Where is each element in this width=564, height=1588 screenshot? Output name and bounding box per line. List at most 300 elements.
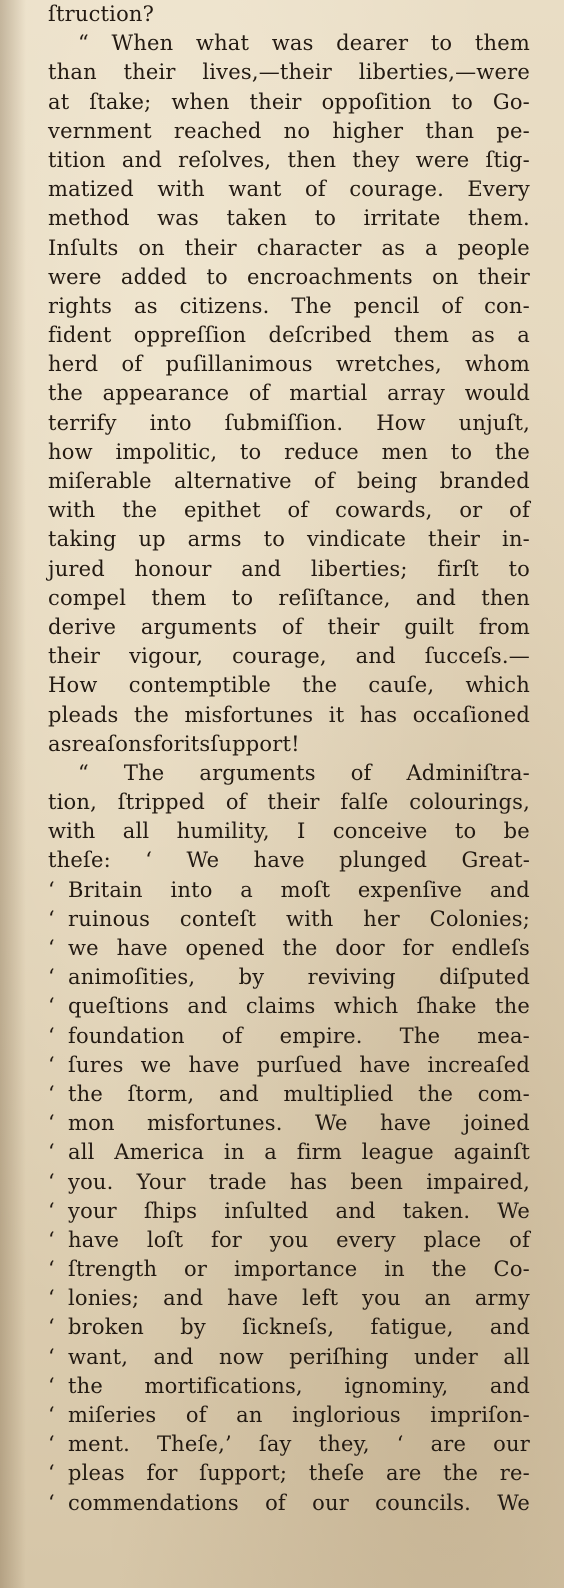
quoted-line-body — [68, 1343, 530, 1372]
quote-mark: ‘ — [48, 965, 55, 990]
word: their — [477, 264, 530, 289]
word: How — [376, 410, 426, 435]
word: Adminiſtra- — [406, 760, 530, 785]
word: been — [350, 1169, 404, 1194]
word: and — [415, 585, 457, 610]
word: whom — [465, 352, 530, 377]
word: on — [432, 264, 459, 289]
word: ſay — [258, 1432, 292, 1457]
word: How — [48, 673, 98, 698]
word: inglorious — [292, 1403, 401, 1427]
word: by — [238, 965, 265, 990]
word: you — [269, 1227, 309, 1252]
text-line — [48, 613, 530, 642]
word: to — [206, 264, 228, 289]
word: oppoſition — [321, 89, 432, 114]
text-line — [48, 321, 530, 350]
word: the — [443, 1461, 479, 1486]
quoted-line-body — [68, 1459, 530, 1488]
text-line — [48, 117, 530, 146]
text-line — [48, 350, 530, 379]
word: matized — [48, 177, 134, 202]
quoted-line-body — [68, 1372, 530, 1401]
word: men — [381, 439, 429, 464]
quote-mark: ‘ — [48, 1315, 55, 1340]
word: has — [289, 1169, 328, 1194]
word: and — [187, 994, 228, 1019]
text-line — [48, 1401, 530, 1430]
word: reſiſtance, — [278, 585, 391, 610]
word: to — [451, 89, 473, 114]
word: contemptible — [128, 673, 272, 698]
word: reaſons — [71, 731, 153, 756]
word: taking — [48, 527, 117, 552]
text-line — [48, 409, 530, 438]
word: misfortunes — [184, 702, 314, 727]
text-line — [48, 701, 530, 730]
word: colourings, — [409, 790, 530, 815]
word: theſe: — [48, 848, 111, 873]
word: arguments — [140, 614, 258, 639]
quoted-line-body — [68, 934, 530, 963]
word: taken. — [402, 1198, 471, 1223]
text-line — [48, 467, 530, 496]
word: character — [256, 235, 362, 260]
word: Go- — [492, 89, 530, 114]
quoted-line-body — [68, 992, 530, 1021]
word: the — [302, 673, 338, 698]
word: and — [218, 1081, 259, 1106]
text-line — [48, 1489, 530, 1518]
word: We — [314, 1111, 348, 1136]
word: animoſities, — [68, 965, 196, 990]
word: oppreſſion — [133, 323, 247, 348]
word: and — [241, 556, 282, 581]
word: expenſive — [357, 877, 463, 902]
word: or — [459, 498, 483, 523]
word: The — [399, 1023, 441, 1048]
word: theſe — [308, 1461, 365, 1486]
word: then — [481, 585, 530, 610]
word: joined — [463, 1111, 530, 1136]
word: empire. — [279, 1023, 363, 1048]
quote-mark: ‘ — [48, 1052, 55, 1077]
word: were — [48, 264, 102, 289]
word: with — [286, 906, 334, 931]
word: its — [183, 731, 211, 756]
word: and — [489, 1315, 530, 1340]
text-line — [48, 496, 530, 525]
word: unjuſt, — [458, 410, 530, 435]
text-line — [48, 788, 530, 817]
word: trade — [208, 1169, 267, 1194]
word: their — [184, 235, 237, 260]
word: mortifications, — [144, 1373, 303, 1398]
text-line — [48, 1459, 530, 1488]
text-line — [48, 263, 530, 292]
quote-mark: ‘ — [48, 1198, 55, 1223]
word: taken — [226, 206, 288, 231]
text-line — [48, 730, 530, 759]
quoted-line-body — [68, 1313, 530, 1342]
word: ruinous — [68, 906, 151, 931]
word: at — [48, 89, 70, 114]
word: door — [335, 936, 385, 960]
quote-mark: ‘ — [48, 994, 55, 1019]
word: “ — [78, 31, 89, 56]
word: all — [68, 1140, 95, 1165]
word: have — [68, 1227, 120, 1252]
word: for — [152, 731, 184, 756]
quoted-line-body — [68, 1489, 530, 1518]
word: occaſioned — [412, 702, 530, 727]
word: we — [68, 936, 99, 960]
text-line — [48, 1226, 530, 1255]
word: as — [471, 323, 495, 348]
word: conteſt — [179, 906, 257, 931]
quoted-line-body — [68, 963, 530, 992]
text-line — [48, 1051, 530, 1080]
word: for — [146, 1461, 178, 1486]
word: her — [363, 906, 400, 931]
word: into — [170, 877, 213, 902]
quote-mark: ‘ — [48, 1432, 55, 1457]
quoted-line-body — [68, 1109, 530, 1138]
word: to — [508, 556, 530, 581]
text-line — [48, 146, 530, 175]
word: as — [134, 293, 158, 318]
word: them — [151, 585, 207, 610]
word: ſtorm, — [127, 1081, 195, 1106]
word: reſolves, — [178, 147, 272, 172]
word: arguments — [199, 760, 316, 785]
word: a — [264, 1140, 278, 1165]
word: We — [186, 848, 220, 873]
word: humility, — [176, 819, 270, 844]
word: on — [138, 235, 165, 260]
text-line — [48, 963, 530, 992]
quote-mark: ‘ — [48, 1344, 55, 1369]
word: jured — [48, 556, 105, 581]
word: cowards, — [335, 498, 433, 523]
quote-mark: ‘ — [48, 1461, 55, 1486]
quoted-line-body — [68, 1051, 530, 1080]
word: ſures — [68, 1052, 124, 1077]
word: miſerable — [48, 469, 152, 493]
quote-mark: ‘ — [48, 1169, 55, 1194]
word: to — [239, 439, 262, 464]
text-line — [48, 642, 530, 671]
word: in- — [502, 527, 530, 552]
word: to — [263, 527, 286, 552]
word: fident — [48, 323, 112, 348]
word: our — [312, 1490, 349, 1515]
word: with — [157, 177, 205, 202]
word: them — [474, 31, 530, 56]
word: and — [489, 1373, 530, 1398]
text-line — [48, 234, 530, 263]
word: and — [355, 644, 396, 669]
word: martial — [289, 381, 368, 406]
word: fatigue, — [370, 1315, 454, 1340]
word: the — [68, 1081, 103, 1106]
quote-mark: ‘ — [48, 1286, 55, 1311]
word: ſhake — [416, 994, 477, 1019]
word: wretches, — [335, 352, 442, 377]
word: irritate — [363, 206, 441, 231]
word: “ — [78, 760, 89, 785]
word: ‘ — [145, 848, 153, 873]
word: moſt — [280, 877, 331, 902]
quoted-line-body — [68, 1255, 530, 1284]
text-line — [48, 1372, 530, 1401]
word: rights — [48, 293, 113, 318]
word: have — [227, 1286, 279, 1311]
word: in — [223, 1140, 245, 1165]
word: was — [157, 206, 199, 231]
word: up — [138, 527, 166, 552]
word: herd — [48, 352, 99, 377]
word: place — [423, 1227, 482, 1252]
word: tion, — [48, 790, 97, 815]
word: epithet — [183, 498, 261, 523]
text-line — [48, 204, 530, 233]
word: arms — [187, 527, 242, 552]
word: of — [185, 1403, 207, 1427]
word: and — [153, 1344, 194, 1369]
word: dearer — [336, 31, 409, 56]
word: againſt — [453, 1140, 530, 1165]
word: pleads — [48, 702, 119, 727]
word: it — [328, 702, 345, 727]
word: we — [140, 1052, 172, 1077]
word: pe- — [496, 118, 530, 143]
word: impolitic, — [115, 439, 218, 464]
word: The — [291, 293, 332, 318]
word: array — [387, 381, 446, 406]
word: their — [267, 790, 320, 815]
text-line — [48, 846, 530, 875]
quoted-line-body — [68, 1284, 530, 1313]
word: diſputed — [439, 965, 530, 990]
quote-mark: ‘ — [48, 1111, 55, 1136]
word: derive — [48, 614, 117, 639]
word: method — [48, 206, 130, 231]
quoted-line-body — [68, 876, 530, 905]
word: has — [359, 702, 398, 727]
word: com- — [477, 1081, 530, 1106]
word: ſhips — [143, 1198, 198, 1223]
word: then — [287, 147, 337, 172]
word: of — [305, 177, 326, 202]
word: of — [509, 1227, 530, 1252]
word: the — [431, 1257, 467, 1282]
quote-mark: ‘ — [48, 1257, 55, 1282]
word: I — [297, 819, 306, 844]
word: the — [48, 381, 83, 406]
word: Theſe,’ — [156, 1432, 232, 1457]
word: and — [163, 1286, 204, 1311]
word: and — [489, 877, 530, 902]
word: conceive — [332, 819, 428, 844]
word: firſt — [437, 556, 479, 581]
word: to — [231, 585, 254, 610]
word: to — [450, 439, 473, 464]
text-line — [48, 29, 530, 58]
text-line — [48, 934, 530, 963]
word: the — [494, 439, 530, 464]
word: firm — [296, 1140, 342, 1165]
word: ſucceſs.— — [424, 644, 530, 669]
quoted-line-body — [68, 1401, 530, 1430]
word: broken — [68, 1315, 145, 1340]
word: army — [474, 1286, 530, 1311]
word: all — [503, 1344, 530, 1369]
word: Britain — [68, 877, 143, 902]
word: you. — [68, 1169, 114, 1194]
word: of — [248, 381, 270, 406]
quoted-line-body — [68, 905, 530, 934]
word: to — [454, 819, 477, 844]
word: of — [121, 352, 143, 377]
word: ‘ — [396, 1432, 404, 1457]
word: Every — [467, 177, 530, 202]
quote-mark: ‘ — [48, 936, 55, 960]
word: for — [402, 936, 434, 960]
quoted-line-body — [68, 1080, 530, 1109]
word: the — [495, 994, 530, 1019]
word: ignominy, — [344, 1373, 449, 1398]
word: importance — [233, 1257, 358, 1282]
word: in — [384, 1257, 405, 1282]
word: vindicate — [306, 527, 407, 552]
word: ſtruction? — [48, 2, 155, 26]
word: vernment — [48, 118, 152, 143]
text-line — [48, 1109, 530, 1138]
text-line — [48, 876, 530, 905]
text-line — [48, 905, 530, 934]
word: mon — [68, 1111, 115, 1136]
word: of — [509, 498, 530, 523]
word: you — [362, 1286, 401, 1311]
word: of — [313, 469, 335, 493]
word: purſued — [256, 1052, 343, 1077]
word: a — [240, 877, 253, 902]
word: the — [418, 1081, 454, 1106]
quoted-line-body — [68, 1197, 530, 1226]
word: falſe — [340, 790, 389, 815]
word: deſcribed — [268, 323, 372, 348]
word: courage. — [349, 177, 444, 202]
word: would — [464, 381, 530, 406]
word: every — [336, 1227, 396, 1252]
word: have — [253, 848, 305, 873]
word: puſillanimous — [165, 352, 313, 377]
word: councils. — [375, 1490, 472, 1515]
word: an — [236, 1403, 263, 1427]
word: reduce — [284, 439, 359, 464]
word: to — [430, 31, 453, 56]
word: of — [225, 790, 247, 815]
text-line — [48, 1255, 530, 1284]
quoted-line-body — [68, 1168, 530, 1197]
word: all — [122, 819, 150, 844]
word: increaſed — [427, 1052, 530, 1077]
word: tition — [48, 147, 106, 172]
word: claims — [245, 994, 316, 1019]
word: of — [221, 1023, 243, 1048]
word: being — [356, 469, 418, 493]
word: impriſon- — [430, 1403, 530, 1427]
word: reached — [173, 118, 262, 143]
word: ſtrength — [68, 1257, 158, 1282]
word: of — [287, 498, 309, 523]
word: or — [184, 1257, 208, 1282]
word: honour — [134, 556, 212, 581]
text-line — [48, 88, 530, 117]
word: branded — [439, 469, 530, 493]
text-line — [48, 292, 530, 321]
word: the — [68, 1373, 103, 1398]
word: under — [414, 1344, 478, 1369]
word: endleſs — [451, 936, 530, 960]
text-line — [48, 584, 530, 613]
word: of — [441, 293, 463, 318]
text-line — [48, 58, 530, 87]
word: loſt — [146, 1227, 184, 1252]
quoted-line-body — [68, 1138, 530, 1167]
text-line — [48, 1430, 530, 1459]
word: ſtripped — [117, 790, 206, 815]
word: be — [503, 819, 530, 844]
word: their — [428, 527, 481, 552]
word: America — [114, 1140, 205, 1165]
word: a — [425, 235, 438, 260]
word: left — [302, 1286, 339, 1311]
quoted-line-body — [68, 1430, 530, 1459]
word: cauſe, — [368, 673, 435, 698]
word: with — [48, 498, 96, 523]
word: ſtig- — [485, 147, 530, 172]
word: and — [121, 147, 162, 172]
word: We — [497, 1198, 530, 1223]
word: Co- — [493, 1257, 530, 1282]
word: than — [425, 118, 475, 143]
word: when — [171, 89, 230, 114]
word: as — [48, 731, 72, 756]
word: added — [120, 264, 188, 289]
word: citizens. — [179, 293, 270, 318]
text-line — [48, 1022, 530, 1051]
text-line — [48, 555, 530, 584]
word: commendations — [68, 1490, 239, 1515]
text-line — [48, 1343, 530, 1372]
word: inſulted — [224, 1198, 309, 1223]
word: ſupport! — [210, 731, 300, 756]
quoted-line-body — [68, 1022, 530, 1051]
word: mea- — [477, 1023, 530, 1048]
word: impaired, — [426, 1169, 530, 1194]
text-line — [48, 1313, 530, 1342]
word: as — [381, 235, 406, 260]
word: ſupport; — [199, 1461, 288, 1486]
text-line — [48, 1197, 530, 1226]
word: encroachments — [247, 264, 413, 289]
word: appearance — [102, 381, 230, 406]
word: Inſults — [48, 235, 119, 260]
word: your — [68, 1198, 117, 1223]
word: now — [219, 1344, 264, 1369]
